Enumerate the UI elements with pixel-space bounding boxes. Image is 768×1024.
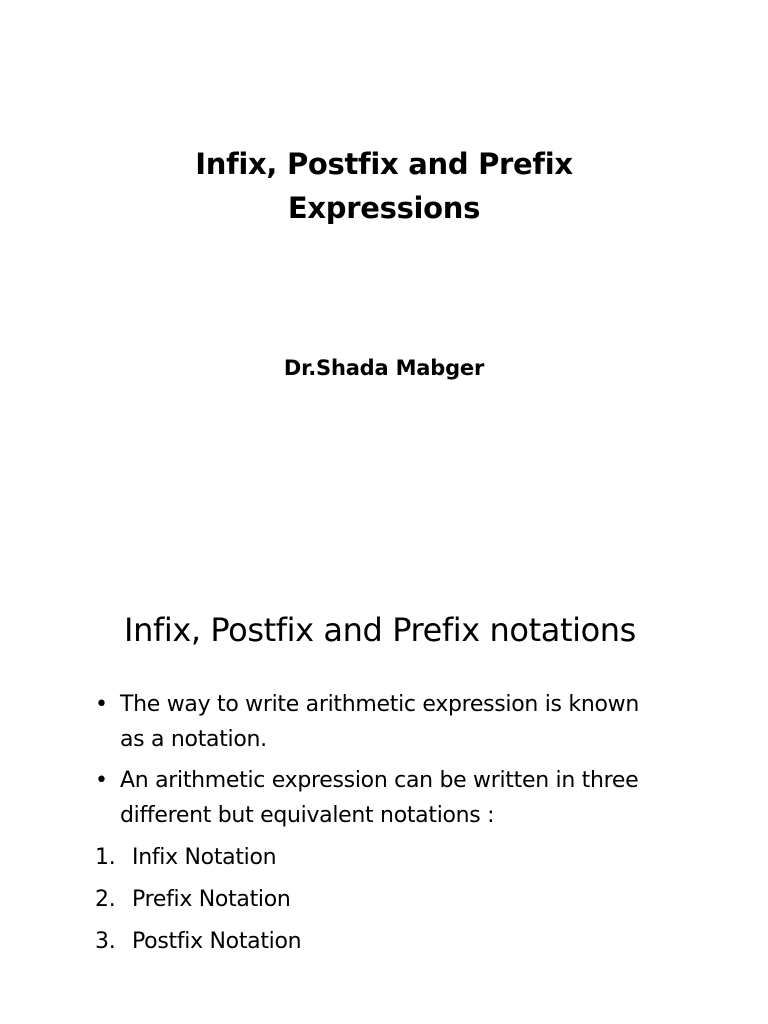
title-block xyxy=(0,142,768,230)
bullet-text: An arithmetic expression can be written in three different but equivalent notations : xyxy=(120,768,639,828)
numbered-item xyxy=(95,882,655,917)
bullet-text: The way to write arithmetic expression is known as a notation. xyxy=(120,692,639,752)
item-text: Prefix Notation xyxy=(132,887,291,912)
bullet-item xyxy=(95,763,655,833)
item-text: Infix Notation xyxy=(132,845,277,870)
bullet-item xyxy=(95,687,655,757)
main-title-line-2: Expressions xyxy=(287,191,481,225)
numbered-item xyxy=(95,840,655,875)
main-title xyxy=(0,142,768,230)
item-text: Postfix Notation xyxy=(132,929,302,954)
item-number: 1. xyxy=(95,845,116,870)
slide-heading: Infix, Postfix and Prefix notations xyxy=(124,611,636,649)
content-slide xyxy=(0,512,768,1024)
bullet-dot-icon: • xyxy=(95,692,108,717)
item-number: 2. xyxy=(95,887,116,912)
numbered-item xyxy=(95,924,655,959)
author-name: Dr.Shada Mabger xyxy=(283,356,485,380)
slide-content xyxy=(95,687,655,959)
item-number: 3. xyxy=(95,929,116,954)
main-title-line-1: Infix, Postfix and Prefix xyxy=(195,147,573,181)
bullet-dot-icon: • xyxy=(95,768,108,793)
